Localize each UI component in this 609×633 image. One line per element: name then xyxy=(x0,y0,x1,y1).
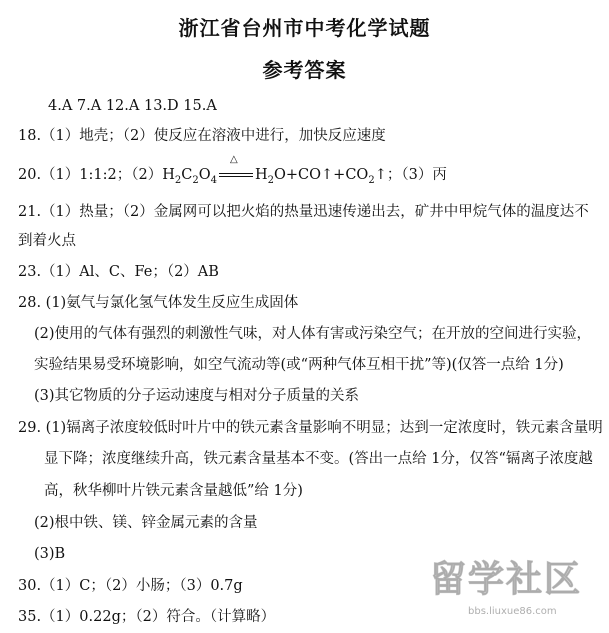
document-subtitle: 参考答案 xyxy=(262,58,347,82)
answer-q30: 30.（1）C；（2）小肠；（3）0.7g xyxy=(18,578,243,594)
q20-prefix: 20.（1）1:1:2；（2）H xyxy=(18,167,175,183)
answer-q28-line1: 28. (1)氨气与氯化氢气体发生反应生成固体 xyxy=(18,295,299,311)
q20-sub-e: 4 xyxy=(210,174,217,186)
answer-q35: 35.（1）0.22g；（2）符合。（计算略） xyxy=(18,609,276,625)
answer-q23: 23.（1）Al、C、Fe；（2）AB xyxy=(18,264,219,280)
q20-sub-a: 2 xyxy=(174,174,182,186)
q20-sub-c: 2 xyxy=(192,174,199,186)
watermark-url: bbs.liuxue86.com xyxy=(468,606,557,617)
answer-q18: 18.（1）地壳；（2）使反应在溶液中进行，加快反应速度 xyxy=(18,128,386,144)
answer-q21-line1: 21.（1）热量；（2）金属网可以把火焰的热量迅速传递出去，矿井中甲烷气体的温度达不 xyxy=(18,204,589,220)
mc-answers: 4.A 7.A 12.A 13.D 15.A xyxy=(48,98,217,114)
answer-q28-line2: (2)使用的气体有强烈的刺激性气味，对人体有害或污染空气；在开放的空间进行实验， xyxy=(34,326,592,342)
q20-c: C xyxy=(181,167,193,183)
q20-products-sub2: 2 xyxy=(368,174,375,186)
answer-q28-line4: (3)其它物质的分子运动速度与相对分子质量的关系 xyxy=(34,388,360,404)
answer-q21-line2: 到着火点 xyxy=(18,233,76,249)
watermark-logo: 留学社区 xyxy=(430,559,583,600)
answer-q29-line2: 显下降；浓度继续升高，铁元素含量基本不变。(答出一点给 1分，仅答“镉离子浓度越 xyxy=(44,451,593,467)
q20-suffix: ↑；（3）丙 xyxy=(374,167,447,183)
q20-o: O xyxy=(198,167,211,183)
answer-q28-line3: 实验结果易受环境影响，如空气流动等(或“两种气体互相干扰”等)(仅答一点给 1分) xyxy=(34,357,564,373)
document-title: 浙江省台州市中考化学试题 xyxy=(178,16,431,40)
answer-q20 xyxy=(18,154,447,191)
reaction-arrow-heat xyxy=(219,154,253,182)
q20-products-h: H xyxy=(254,167,268,183)
heat-symbol: △ xyxy=(229,154,238,165)
answer-q29-line3: 高，秋华柳叶片铁元素含量越低”给 1分) xyxy=(44,483,303,499)
q20-products-sub: 2 xyxy=(267,174,275,186)
q20-products-rest: O+CO↑+CO xyxy=(274,167,369,183)
site-watermark xyxy=(430,560,600,630)
answer-q29-line4: (2)根中铁、镁、锌金属元素的含量 xyxy=(34,515,258,531)
answer-q29-line5: (3)B xyxy=(34,546,66,562)
answer-q29-line1: 29. (1)镉离子浓度较低时叶片中的铁元素含量影响不明显；达到一定浓度时，铁元素含量明 xyxy=(18,420,603,436)
